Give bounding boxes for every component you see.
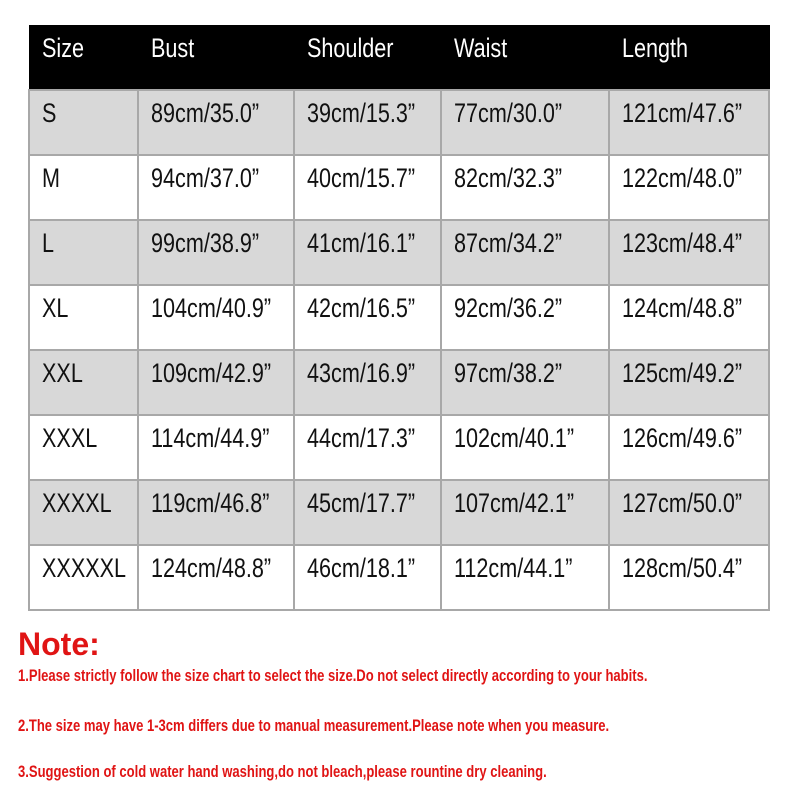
table-cell: [441, 350, 609, 415]
cell-text: L: [42, 228, 55, 258]
table-cell: [441, 90, 609, 155]
cell-text: 99cm/38.9”: [151, 228, 260, 258]
cell-text: 41cm/16.1”: [307, 228, 416, 258]
table-cell: [609, 480, 769, 545]
column-header-label: Waist: [453, 33, 507, 63]
cell-text: 44cm/17.3”: [307, 423, 416, 453]
column-header-shoulder: [294, 26, 441, 91]
column-header-size: [29, 26, 138, 91]
column-header-label: Bust: [150, 33, 194, 63]
cell-text: 46cm/18.1”: [307, 553, 416, 583]
cell-text: XL: [42, 293, 69, 323]
table-cell: [138, 90, 294, 155]
cell-text: 94cm/37.0”: [151, 163, 260, 193]
cell-text: M: [42, 163, 60, 193]
cell-text: 112cm/44.1”: [454, 553, 573, 583]
column-header-label: Size: [41, 33, 84, 63]
cell-text: 124cm/48.8”: [622, 293, 743, 323]
header-row: [29, 26, 769, 91]
size-chart-table: [28, 25, 770, 611]
table-cell: [609, 90, 769, 155]
cell-text: 77cm/30.0”: [454, 98, 563, 128]
cell-text: 87cm/34.2”: [454, 228, 563, 258]
cell-text: 121cm/47.6”: [622, 98, 743, 128]
table-cell: [138, 220, 294, 285]
cell-text: XXXXL: [42, 488, 112, 518]
table-cell: [441, 480, 609, 545]
cell-text: 45cm/17.7”: [307, 488, 416, 518]
cell-text: 109cm/42.9”: [151, 358, 272, 388]
cell-text: 97cm/38.2”: [454, 358, 563, 388]
cell-text: 127cm/50.0”: [622, 488, 743, 518]
cell-text: 122cm/48.0”: [622, 163, 743, 193]
column-header-waist: [441, 26, 609, 91]
table-cell: [609, 155, 769, 220]
table-row-xxxxxl: [29, 545, 769, 610]
table-cell: [138, 415, 294, 480]
table-cell: [441, 415, 609, 480]
table-cell: [29, 415, 138, 480]
table-cell: [29, 220, 138, 285]
cell-text: XXXXXL: [42, 553, 127, 583]
table-cell: [294, 90, 441, 155]
table-row-m: [29, 155, 769, 220]
cell-text: 89cm/35.0”: [151, 98, 260, 128]
cell-text: S: [42, 98, 57, 128]
cell-text: 123cm/48.4”: [622, 228, 743, 258]
table-cell: [609, 545, 769, 610]
table-row-xl: [29, 285, 769, 350]
note-heading: Note:: [18, 626, 100, 662]
table-cell: [29, 350, 138, 415]
table-cell: [138, 155, 294, 220]
table-cell: [29, 155, 138, 220]
cell-text: 82cm/32.3”: [454, 163, 563, 193]
cell-text: 125cm/49.2”: [622, 358, 743, 388]
cell-text: 124cm/48.8”: [151, 553, 272, 583]
table-cell: [609, 415, 769, 480]
table-cell: [294, 545, 441, 610]
column-header-length: [609, 26, 769, 91]
table-cell: [138, 545, 294, 610]
note-item-3: 3.Suggestion of cold water hand washing,do not bleach,please rountine dry cleaning.: [18, 763, 547, 781]
table-cell: [29, 545, 138, 610]
table-cell: [609, 220, 769, 285]
table-cell: [441, 155, 609, 220]
cell-text: 119cm/46.8”: [151, 488, 270, 518]
column-header-bust: [138, 26, 294, 91]
table-cell: [138, 350, 294, 415]
table-row-s: [29, 90, 769, 155]
table-cell: [294, 220, 441, 285]
table-cell: [294, 350, 441, 415]
cell-text: 107cm/42.1”: [454, 488, 575, 518]
cell-text: 42cm/16.5”: [307, 293, 416, 323]
cell-text: 102cm/40.1”: [454, 423, 575, 453]
table-cell: [294, 415, 441, 480]
cell-text: 104cm/40.9”: [151, 293, 272, 323]
table-cell: [294, 285, 441, 350]
cell-text: 114cm/44.9”: [151, 423, 270, 453]
column-header-label: Shoulder: [306, 33, 393, 63]
cell-text: 40cm/15.7”: [307, 163, 416, 193]
cell-text: XXXL: [42, 423, 98, 453]
column-header-label: Length: [621, 33, 688, 63]
table-cell: [441, 220, 609, 285]
note-item-1: 1.Please strictly follow the size chart to select the size.Do not select directly according to your habits.: [18, 667, 648, 685]
table-row-xxl: [29, 350, 769, 415]
cell-text: 43cm/16.9”: [307, 358, 416, 388]
cell-text: 128cm/50.4”: [622, 553, 743, 583]
table-cell: [29, 480, 138, 545]
table-cell: [609, 350, 769, 415]
table-cell: [29, 285, 138, 350]
table-cell: [138, 285, 294, 350]
table-cell: [441, 545, 609, 610]
table-cell: [441, 285, 609, 350]
table-row-xxxl: [29, 415, 769, 480]
table-row-xxxxl: [29, 480, 769, 545]
cell-text: 92cm/36.2”: [454, 293, 563, 323]
table-row-l: [29, 220, 769, 285]
cell-text: 39cm/15.3”: [307, 98, 416, 128]
table-cell: [294, 480, 441, 545]
table-cell: [609, 285, 769, 350]
table-cell: [294, 155, 441, 220]
note-item-2: 2.The size may have 1-3cm differs due to manual measurement.Please note when you measure.: [18, 717, 610, 735]
cell-text: XXL: [42, 358, 83, 388]
table-cell: [29, 90, 138, 155]
table-cell: [138, 480, 294, 545]
cell-text: 126cm/49.6”: [622, 423, 743, 453]
